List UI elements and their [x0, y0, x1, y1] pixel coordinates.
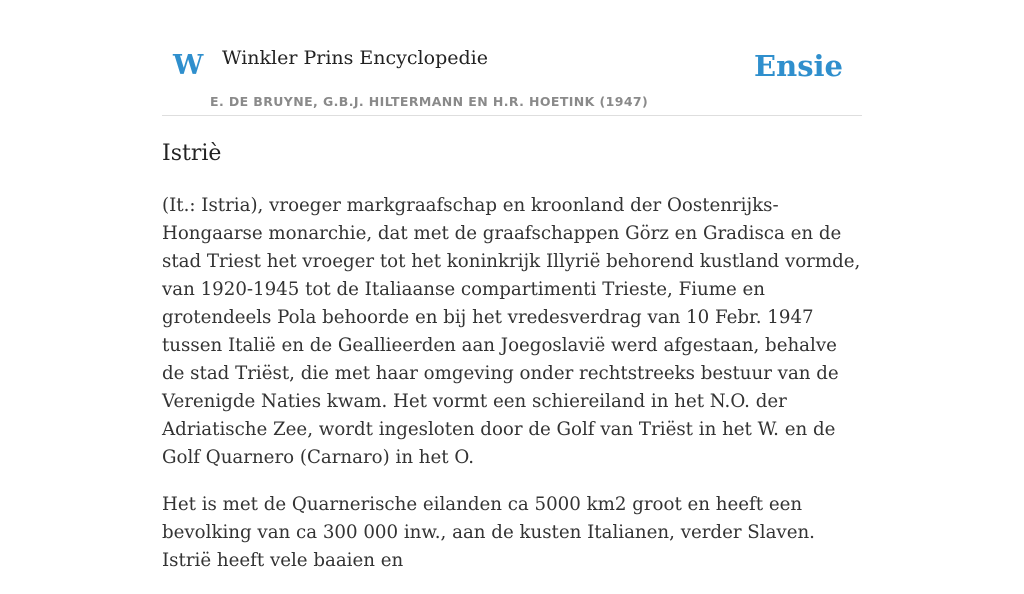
article-paragraph-2: Het is met de Quarnerische eilanden ca 5000 km2 groot en heeft een bevolking van ca 300 000 inw., aan de kusten Italianen, verder Slaven. Istrië heeft vele baaien en [162, 494, 815, 571]
article-title: Istriè [162, 141, 222, 166]
article-body [162, 192, 862, 594]
site-header [162, 36, 862, 116]
ensie-logo-link[interactable]: Ensie [754, 49, 843, 83]
article-paragraph-1: (It.: Istria), vroeger markgraafschap en kroonland der Oostenrijks-Hongaarse monarchie, dat met de graafschappen Görz en Gradisca en de stad Triest het vroeger tot het koninkrijk Illyrië behorend kustland vormde, van 1920-1945 tot de Italiaanse compartimenti Trieste, Fiume en grotendeels Pola behoorde en bij het vredesverdrag van 10 Febr. 1947 tussen Italië en de Geallieerden aan Joegoslavië werd afgestaan, behalve de stad Triëst, die met haar omgeving onder rechtstreeks bestuur van de Verenigde Naties kwam. Het vormt een schiereiland in het N.O. der Adriatische Zee, wordt ingesloten door de Golf van Triëst in het W. en de Golf Quarnero (Carnaro) in het O. [162, 195, 861, 468]
book-logo[interactable]: W [173, 50, 204, 81]
book-title-link[interactable]: Winkler Prins Encyclopedie [222, 47, 488, 69]
book-authors: E. DE BRUYNE, G.B.J. HILTERMANN EN H.R. HOETINK (1947) [210, 94, 649, 109]
